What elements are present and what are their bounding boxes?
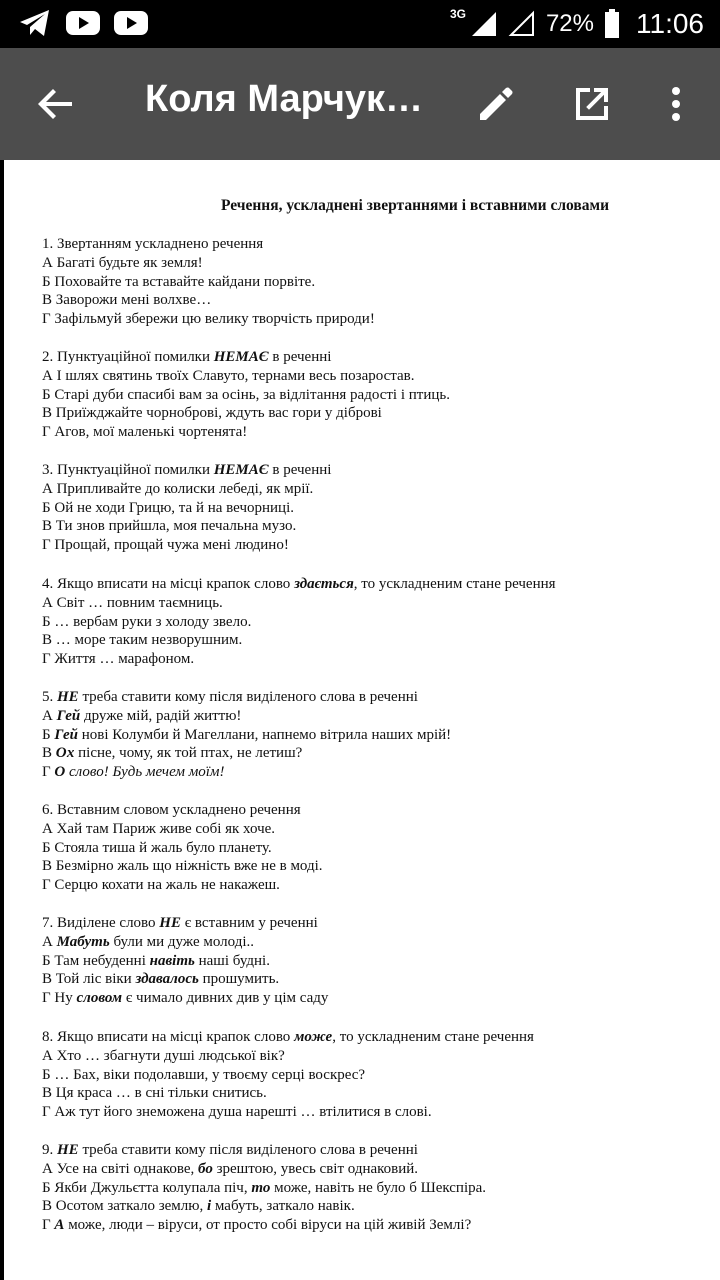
question-9 bbox=[42, 1141, 702, 1235]
open-external-icon[interactable] bbox=[570, 82, 614, 126]
document-page bbox=[4, 160, 720, 1280]
signal-icon bbox=[470, 10, 498, 38]
question-7 bbox=[42, 914, 702, 1008]
network-type: 3G bbox=[449, 7, 466, 21]
option: В Ця краса … в сні тільки снитись. bbox=[42, 1085, 267, 1102]
option: В Осотом заткало землю, і мабуть, заткало навік. bbox=[42, 1198, 355, 1215]
clock: 11:06 bbox=[636, 8, 704, 39]
battery-icon bbox=[604, 9, 620, 39]
option: В Той ліс віки здавалось прошумить. bbox=[42, 971, 280, 988]
question-text: 3. Пунктуаційної помилки НЕМАЄ в реченні bbox=[42, 462, 332, 478]
option: А Хай там Париж живе собі як хоче. bbox=[42, 820, 276, 837]
question-2 bbox=[42, 348, 702, 442]
option: Б Стояла тиша й жаль було планету. bbox=[42, 839, 272, 856]
option: Б Поховайте та вставайте кайдани порвіте. bbox=[42, 273, 316, 290]
youtube-icon bbox=[114, 10, 148, 36]
battery-percent: 72% bbox=[545, 10, 594, 37]
option: Г Агов, мої маленькі чортенята! bbox=[42, 424, 248, 441]
option: Г Аж тут його знеможена душа нарешті … втілитися в слові. bbox=[42, 1104, 432, 1121]
option: В … море таким незворушним. bbox=[42, 632, 243, 649]
back-arrow-icon[interactable] bbox=[36, 84, 76, 124]
edit-icon[interactable] bbox=[474, 82, 518, 126]
document-title: Речення, ускладнені звертаннями і вставними словами bbox=[220, 197, 610, 214]
option: А Припливайте до колиски лебеді, як мрії. bbox=[42, 480, 314, 497]
page-title: Коля Марчук… bbox=[145, 78, 424, 120]
option: А Гей друже мій, радій життю! bbox=[42, 707, 242, 724]
question-3 bbox=[42, 461, 702, 555]
option: Б Гей нові Колумби й Магеллани, напнемо вітрила наших мрій! bbox=[42, 726, 452, 743]
question-4 bbox=[42, 575, 702, 669]
option: В Приїжджайте чорноброві, ждуть вас гори у діброві bbox=[42, 405, 382, 422]
option: А Усе на світі однакове, бо зрештою, увесь світ однаковий. bbox=[42, 1160, 419, 1177]
option: А Хто … збагнути душі людської вік? bbox=[42, 1047, 285, 1064]
question-text: 2. Пунктуаційної помилки НЕМАЄ в реченні bbox=[42, 349, 332, 365]
question-text: 8. Якщо вписати на місці крапок слово може, то ускладненим стане речення bbox=[42, 1029, 534, 1045]
question-text: 9. НЕ треба ставити кому після виділеного слова в реченні bbox=[42, 1142, 418, 1158]
question-8 bbox=[42, 1028, 702, 1122]
option: Г Серцю кохати на жаль не накажеш. bbox=[42, 877, 280, 894]
question-6 bbox=[42, 801, 702, 895]
option: Г Життя … марафоном. bbox=[42, 651, 195, 668]
option: В Заворожи мені волхве… bbox=[42, 292, 212, 309]
telegram-icon bbox=[18, 8, 52, 38]
option: Б … вербам руки з холоду звело. bbox=[42, 613, 252, 630]
question-text: 7. Виділене слово НЕ є вставним у реченні bbox=[42, 915, 318, 931]
option: В Ох пісне, чому, як той птах, не летиш? bbox=[42, 745, 303, 762]
question-text: 6. Вставним словом ускладнено речення bbox=[42, 802, 301, 818]
question-text: 1. Звертанням ускладнено речення bbox=[42, 236, 264, 252]
system-indicators bbox=[444, 0, 704, 48]
option: Г О слово! Будь мечем моїм! bbox=[42, 764, 225, 781]
option: В Ти знов прийшла, моя печальна музо. bbox=[42, 518, 297, 535]
signal-empty-icon bbox=[508, 10, 536, 38]
app-bar bbox=[0, 48, 720, 160]
notification-icons bbox=[18, 8, 148, 38]
option: Г А може, люди – віруси, от просто собі віруси на цій живій Землі? bbox=[42, 1217, 472, 1234]
question-text: 5. НЕ треба ставити кому після виділеного слова в реченні bbox=[42, 689, 418, 705]
question-5 bbox=[42, 688, 702, 782]
option: Г Ну словом є чимало дивних див у цім саду bbox=[42, 990, 329, 1007]
option: Б Старі дуби спасибі вам за осінь, за відлітання радості і птиць. bbox=[42, 386, 450, 403]
option: А І шлях святинь твоїх Славуто, тернами весь позаростав. bbox=[42, 367, 415, 384]
option: Б Ой не ходи Грицю, та й на вечорниці. bbox=[42, 499, 294, 516]
youtube-icon bbox=[66, 10, 100, 36]
question-text: 4. Якщо вписати на місці крапок слово здається, то ускладненим стане речення bbox=[42, 576, 556, 592]
option: Б Якби Джульєтта колупала піч, то може, навіть не було б Шекспіра. bbox=[42, 1179, 487, 1196]
question-1 bbox=[42, 235, 702, 329]
status-bar bbox=[0, 0, 720, 48]
option: А Світ … повним таємниць. bbox=[42, 594, 223, 611]
option: Г Прощай, прощай чужа мені людино! bbox=[42, 537, 289, 554]
option: В Безмірно жаль що ніжність вже не в моді. bbox=[42, 858, 323, 875]
option: А Мабуть були ми дуже молоді.. bbox=[42, 933, 255, 950]
option: Г Зафільмуй збережи цю велику творчість природи! bbox=[42, 311, 375, 328]
option: Б Там небуденні навіть наші будні. bbox=[42, 952, 270, 969]
more-options-icon[interactable] bbox=[654, 82, 698, 126]
option: Б … Бах, віки подолавши, у твоєму серці воскрес? bbox=[42, 1066, 366, 1083]
option: А Багаті будьте як земля! bbox=[42, 254, 203, 271]
